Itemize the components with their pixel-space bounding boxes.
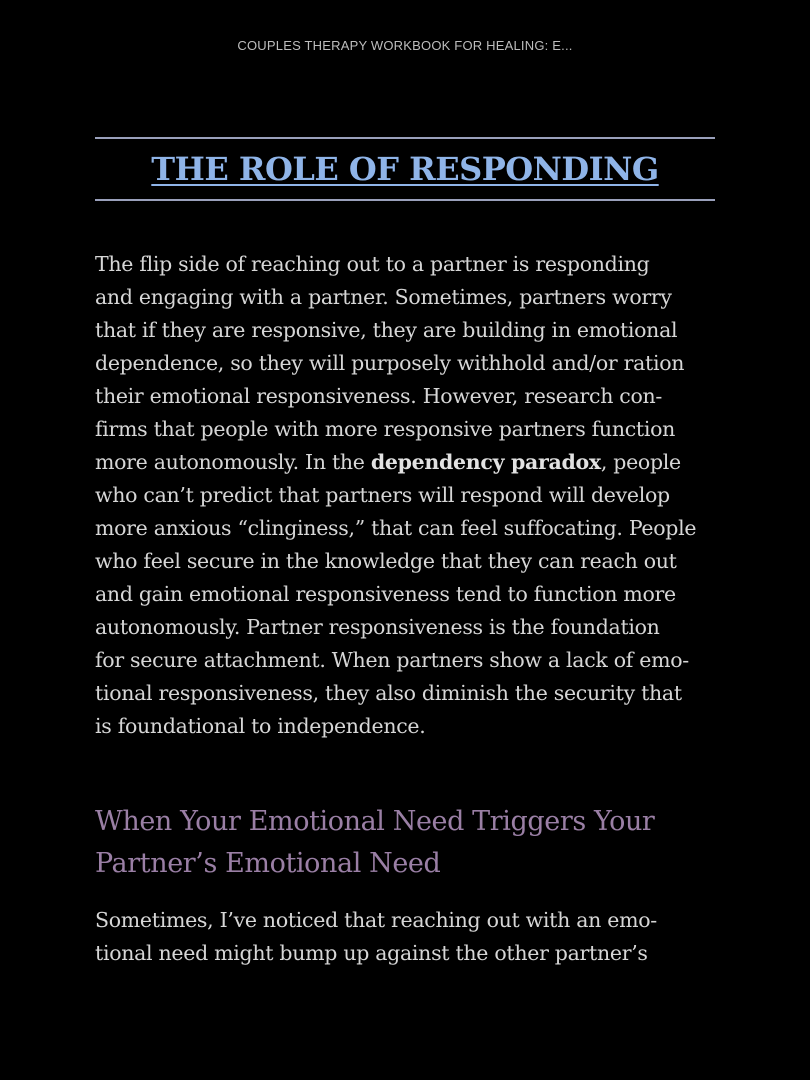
text-line: The flip side of reaching out to a partner is responding	[95, 252, 650, 276]
text-line: tional responsiveness, they also diminish the security that	[95, 681, 682, 705]
running-header-book-title: COUPLES THERAPY WORKBOOK FOR HEALING: E...	[237, 38, 573, 53]
subheading-line: Partner’s Emotional Need	[95, 848, 441, 879]
text-line: more anxious “clinginess,” that can feel suffocating. People	[95, 516, 697, 540]
key-term-dependency-paradox: dependency paradox	[370, 450, 601, 474]
text-line: who feel secure in the knowledge that they can reach out	[95, 549, 677, 573]
text-line	[95, 446, 715, 479]
chapter-title[interactable]: THE ROLE OF RESPONDING	[151, 150, 659, 188]
section-subheading	[95, 801, 715, 885]
subheading-line: When Your Emotional Need Triggers Your	[95, 806, 655, 837]
text-line: is foundational to independence.	[95, 714, 426, 738]
text-line: their emotional responsiveness. However, research con-	[95, 384, 663, 408]
page-content	[95, 137, 715, 970]
text-line: tional need might bump up against the other partner’s	[95, 941, 648, 965]
text-line: for secure attachment. When partners show a lack of emo-	[95, 648, 689, 672]
text-line: autonomously. Partner responsiveness is the foundation	[95, 615, 660, 639]
text-line: firms that people with more responsive partners function	[95, 417, 676, 441]
text-segment: more autonomously. In the	[95, 450, 371, 474]
text-line: who can’t predict that partners will respond will develop	[95, 483, 670, 507]
text-line: and engaging with a partner. Sometimes, partners worry	[95, 285, 672, 309]
text-line: Sometimes, I’ve noticed that reaching out with an emo-	[95, 908, 657, 932]
chapter-title-block	[95, 137, 715, 201]
text-line: dependence, so they will purposely withhold and/or ration	[95, 351, 685, 375]
text-line: that if they are responsive, they are building in emotional	[95, 318, 678, 342]
body-paragraph	[95, 904, 715, 970]
text-line: and gain emotional responsiveness tend to function more	[95, 582, 676, 606]
text-segment: , people	[600, 450, 681, 474]
body-paragraph	[95, 248, 715, 743]
